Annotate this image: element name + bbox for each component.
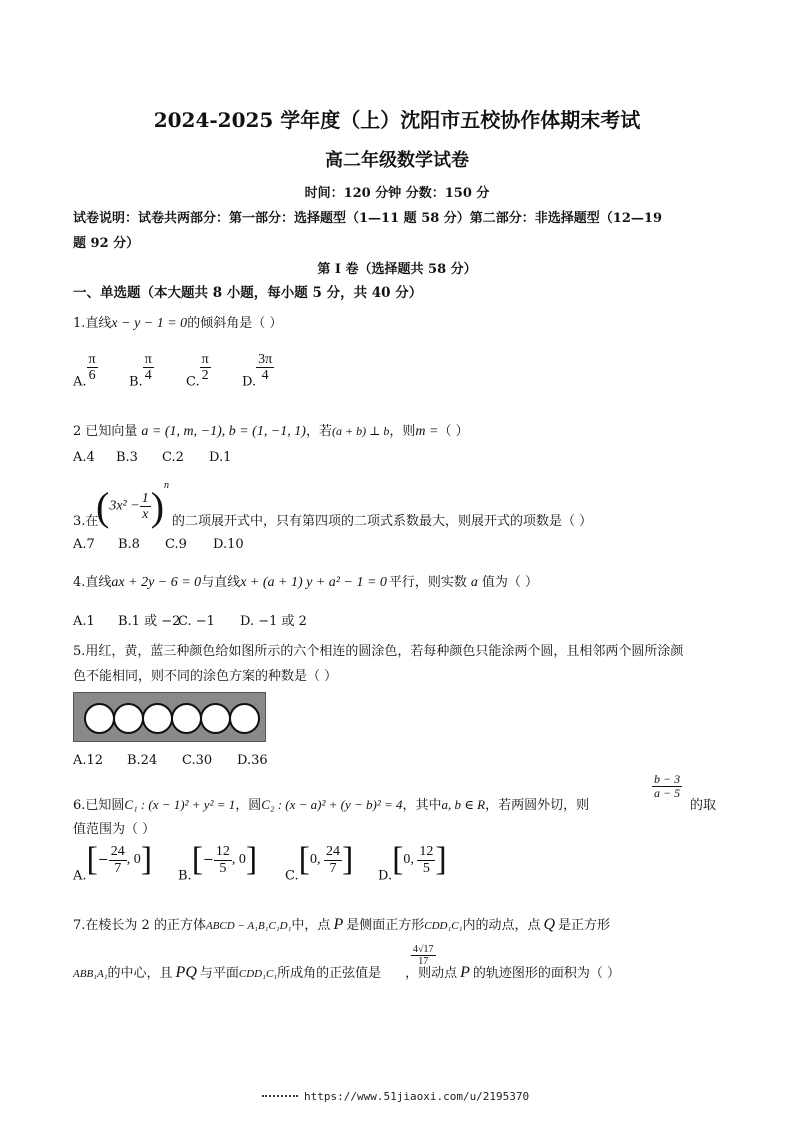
q7-mid3: 内的动点，点: [462, 918, 541, 933]
q2-option-b: B.3: [116, 450, 138, 465]
q7-mid2: 是侧面正方形: [346, 918, 425, 933]
q6-fraction: [652, 773, 682, 800]
q2-prefix: 2 已知向量: [73, 424, 138, 439]
q7-end1: 是正方形: [558, 918, 611, 933]
q2-option-c: C.2: [162, 450, 184, 465]
q6-option-d-label: D.: [378, 868, 393, 884]
q1-option-c-num: π: [201, 352, 209, 367]
q6-option-b-left-bracket: [: [191, 841, 204, 878]
q6-option-a-fraction: [109, 844, 127, 876]
q5-option-a: A.12: [73, 753, 104, 768]
q2-condition: (a + b) ⊥ b: [331, 424, 390, 438]
q1-suffix: 的倾斜角是（ ）: [187, 316, 283, 331]
q6-option-d-head: 0,: [403, 852, 418, 867]
q1-option-d: [242, 352, 274, 389]
q2-option-a: A.4: [73, 450, 95, 465]
q3-expr-power: n: [164, 480, 170, 491]
q6-ratio-den: a − 5: [654, 786, 681, 801]
q6-option-c-head: 0,: [309, 852, 324, 867]
q1-option-c-label: C.: [186, 374, 200, 390]
q4-prefix: 4.直线: [73, 575, 112, 590]
q7-line2a: 的中心，且: [107, 966, 173, 981]
q5-options: [73, 753, 268, 768]
exam-title: 2024-2025 学年度（上）沈阳市五校协作体期末考试: [153, 108, 641, 132]
q6-mid3: ，若两圆外切，则: [485, 798, 590, 813]
footer-url[interactable]: [262, 1090, 529, 1103]
question-2: [73, 420, 469, 440]
q6-option-d-num: 12: [419, 844, 434, 860]
q3-suffix: 的二项展开式中，只有第四项的二项式系数最大，则展开式的项数是（ ）: [172, 514, 593, 529]
figure-circle: [142, 703, 173, 734]
q6-suffix: 的取: [690, 798, 717, 813]
q3-prefix: 3.在: [73, 514, 99, 529]
q4-line-1: ax + 2y − 6 = 0: [111, 575, 202, 590]
q6-mid: ，圆: [235, 798, 262, 813]
part1-title: 第 I 卷（选择题共 58 分）: [317, 262, 477, 277]
q3-option-d: D.10: [213, 537, 244, 552]
figure-circle: [171, 703, 202, 734]
q6-ratio: [652, 773, 682, 800]
question-3: [73, 510, 592, 529]
q3-right-paren: ): [150, 483, 165, 529]
q2-vectors: a = (1, m, −1), b = (1, −1, 1): [141, 424, 306, 439]
q2-suffix: ，则: [389, 424, 416, 439]
q3-options: [73, 537, 244, 552]
q6-circle-2: C₂ : (x − a)² + (y − b)² = 4: [261, 797, 403, 812]
q1-option-b-fraction: [143, 352, 154, 384]
q6-option-d: [378, 843, 447, 884]
q6-option-c-num: 24: [325, 844, 340, 860]
q7-cube: ABCD − A₁B₁C₁D₁: [205, 920, 292, 932]
q3-expr-num: 1: [141, 490, 149, 506]
q7-segment-pq: PQ: [175, 964, 197, 981]
q5-line-2: 色不能相同，则不同的涂色方案的种数是（ ）: [73, 669, 338, 684]
q1-equation: x − y − 1 = 0: [111, 316, 188, 331]
q1-option-a-num: π: [88, 352, 96, 367]
q1-option-a-fraction: [87, 352, 98, 384]
figure-circle: [200, 703, 231, 734]
footer-logo-icon: [262, 1095, 298, 1100]
q4-suffix: 平行，则实数: [388, 575, 467, 590]
q1-option-c-fraction: [200, 352, 211, 384]
q6-option-c-left-bracket: [: [298, 841, 310, 878]
q6-option-b-neg: −: [203, 852, 214, 868]
q6-option-a-tail: , 0: [126, 852, 141, 867]
q3-option-a: A.7: [73, 537, 95, 552]
q7-sine-den: 17: [418, 956, 429, 967]
q1-option-d-den: 4: [261, 368, 269, 384]
q4-option-d: D. −1 或 2: [240, 614, 307, 629]
q4-mid: 与直线: [201, 575, 241, 590]
q6-option-a-num: 24: [110, 844, 125, 860]
q1-option-d-label: D.: [242, 374, 257, 390]
question-1: [73, 312, 282, 332]
q1-option-b-label: B.: [129, 374, 143, 390]
q6-option-b-label: B.: [178, 868, 192, 884]
q7-sine-num: 4√17: [413, 944, 434, 955]
section1-title: 一、单选题（本大题共 8 小题，每小题 5 分，共 40 分）: [73, 285, 423, 301]
q7-line2b: 与平面: [199, 966, 239, 981]
footer-link[interactable]: https://www.51jiaoxi.com/u/2195370: [304, 1090, 530, 1103]
q7-line2e: 的轨迹图形的面积为（ ）: [472, 966, 621, 981]
q7-mid1: 中，点: [291, 918, 331, 933]
q6-option-b-num: 12: [215, 844, 230, 860]
q6-option-c: [285, 843, 353, 884]
figure-circle: [84, 703, 115, 734]
q1-option-c-den: 2: [201, 368, 209, 384]
q7-point-p-2: P: [460, 964, 470, 981]
q6-option-c-label: C.: [285, 868, 299, 884]
q6-option-a-label: A.: [73, 868, 87, 884]
q1-option-d-fraction: [256, 352, 274, 384]
q1-prefix: 1.直线: [73, 316, 112, 331]
q1-option-a: [73, 352, 98, 389]
q4-variable: a: [470, 575, 478, 590]
q6-option-c-right-bracket: ]: [341, 841, 354, 878]
q1-option-b-num: π: [144, 352, 152, 367]
q4-option-a: A.1: [73, 614, 95, 629]
q1-option-c: [186, 352, 211, 389]
q7-prefix: 7.在棱长为 2 的正方体: [73, 918, 206, 933]
q7-face-3: CDD₁C₁: [238, 968, 278, 980]
question-7-line-2: [73, 962, 620, 982]
q2-variable: m =: [415, 424, 439, 439]
q2-options: [73, 450, 231, 465]
q7-point-q: Q: [543, 916, 556, 933]
q1-option-d-num: 3π: [258, 352, 273, 367]
q6-option-a-left-bracket: [: [86, 841, 98, 878]
q2-blank: （ ）: [438, 424, 469, 439]
q6-option-b-tail: , 0: [231, 852, 246, 867]
q6-option-b-fraction: [214, 844, 232, 876]
q1-option-b: [129, 352, 154, 389]
q7-face: CDD₁C₁: [424, 920, 463, 932]
q4-option-b: B.1 或 −2: [118, 614, 181, 629]
q6-option-a-right-bracket: ]: [140, 841, 153, 878]
six-circles-figure: [73, 692, 266, 742]
q6-option-d-den: 5: [422, 860, 430, 876]
q6-condition: a, b ∈ R: [441, 797, 486, 812]
q6-option-b-right-bracket: ]: [245, 841, 258, 878]
time-score: 时间：120 分钟 分数：150 分: [304, 186, 490, 201]
q6-option-a-neg: −: [97, 852, 109, 868]
figure-circle: [113, 703, 144, 734]
q3-expr-den: x: [142, 507, 149, 522]
question-6: [73, 794, 589, 813]
exam-subtitle: 高二年级数学试卷: [325, 150, 469, 171]
q6-option-b-den: 5: [219, 860, 227, 876]
q4-option-c: C. −1: [178, 614, 215, 629]
q4-end: 值为（ ）: [481, 575, 539, 590]
q2-mid: ，若: [305, 424, 332, 439]
q5-option-c: C.30: [182, 753, 213, 768]
q1-option-a-label: A.: [73, 374, 87, 390]
q6-option-c-fraction: [324, 844, 342, 876]
q6-option-b: [178, 843, 257, 884]
instructions-line-1: 试卷说明：试卷共两部分：第一部分：选择题型（1—11 题 58 分）第二部分：非选择题型（12—19: [73, 211, 662, 226]
q6-option-d-left-bracket: [: [392, 841, 404, 878]
q7-point-p: P: [333, 916, 344, 933]
q3-left-paren: (: [96, 483, 110, 529]
q6-ratio-num: b − 3: [654, 772, 681, 786]
q3-option-c: C.9: [165, 537, 187, 552]
q5-line-1: 5.用红，黄，蓝三种颜色给如图所示的六个相连的圆涂色，若每种颜色只能涂两个圆，且相邻两个圆所涂颜: [73, 644, 684, 659]
q3-option-b: B.8: [118, 537, 140, 552]
q1-option-a-den: 6: [88, 368, 96, 384]
q6-option-a-den: 7: [114, 860, 122, 876]
q6-circle-1: C₁ : (x − 1)² + y² = 1: [124, 797, 236, 812]
q5-option-d: D.36: [237, 753, 268, 768]
q3-expr-main: 3x² −: [109, 498, 140, 514]
instructions-line-2: 题 92 分）: [73, 236, 140, 251]
q6-option-d-right-bracket: ]: [435, 841, 447, 878]
q7-face-2: ABB₁A₁: [73, 968, 108, 980]
q6-prefix: 6.已知圆: [73, 798, 125, 813]
q7-line2d: ，则动点: [405, 966, 458, 981]
q1-option-b-den: 4: [144, 368, 152, 384]
q6-mid2: ，其中: [402, 798, 442, 813]
figure-circle: [229, 703, 260, 734]
q6-option-a: [73, 843, 152, 884]
q4-line-2: x + (a + 1) y + a² − 1 = 0: [240, 575, 387, 590]
q6-option-d-fraction: [417, 844, 435, 876]
question-7-line-1: [73, 914, 610, 934]
question-4: [73, 571, 538, 591]
q4-options: [73, 610, 307, 629]
q7-line2c: 所成角的正弦值是: [277, 966, 382, 981]
q6-option-c-den: 7: [329, 860, 337, 876]
q5-option-b: B.24: [127, 753, 158, 768]
q2-option-d: D.1: [209, 450, 232, 465]
q6-line-2: 值范围为（ ）: [73, 822, 156, 837]
